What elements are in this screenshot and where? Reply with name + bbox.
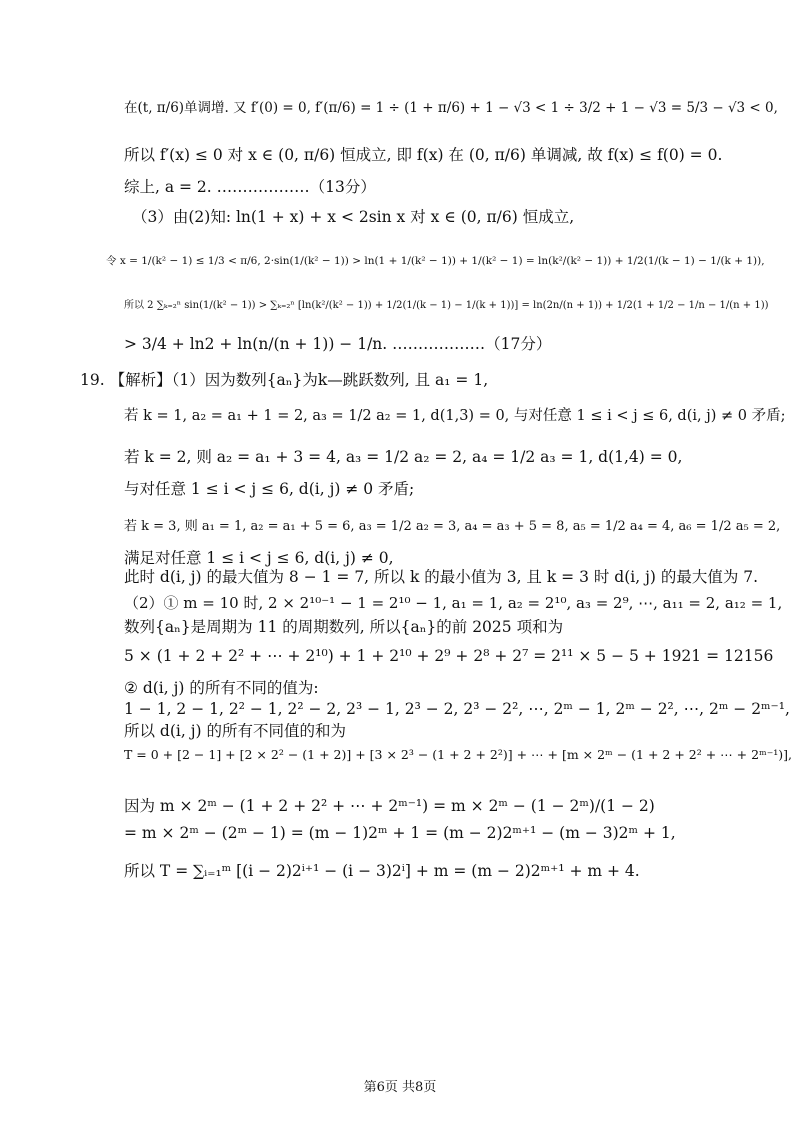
text-line: 与对任意 1 ≤ i < j ≤ 6, d(i, j) ≠ 0 矛盾; <box>124 480 415 498</box>
text-line: 所以 T = ∑ᵢ₌₁ᵐ [(i − 2)2ⁱ⁺¹ − (i − 3)2ⁱ] + m = (m − 2)2ᵐ⁺¹ + m + 4. <box>124 862 640 880</box>
text-line: 此时 d(i, j) 的最大值为 8 − 1 = 7, 所以 k 的最小值为 3, 且 k = 3 时 d(i, j) 的最大值为 7. <box>124 568 759 586</box>
section-heading: 19. 【解析】（1）因为数列{aₙ}为k—跳跃数列, 且 a₁ = 1, <box>80 371 489 389</box>
text-line: （3）由(2)知: ln(1 + x) + x < 2sin x 对 x ∈ (0, π/6) 恒成立, <box>132 208 575 226</box>
text-line: （2）① m = 10 时, 2 × 2¹⁰⁻¹ − 1 = 2¹⁰ − 1, a₁ = 1, a₂ = 2¹⁰, a₃ = 2⁹, ⋯, a₁₁ = 2, a₁₂ = 1, <box>124 594 783 612</box>
text-line: 5 × (1 + 2 + 2² + ⋯ + 2¹⁰) + 1 + 2¹⁰ + 2⁹ + 2⁸ + 2⁷ = 2¹¹ × 5 − 5 + 1921 = 12156 <box>124 647 774 665</box>
text-line: 1 − 1, 2 − 1, 2² − 1, 2² − 2, 2³ − 1, 2³ − 2, 2³ − 2², ⋯, 2ᵐ − 1, 2ᵐ − 2², ⋯, 2ᵐ − 2ᵐ⁻¹, <box>124 700 790 718</box>
text-line: 所以 f′(x) ≤ 0 对 x ∈ (0, π/6) 恒成立, 即 f(x) 在 (0, π/6) 单调减, 故 f(x) ≤ f(0) = 0. <box>124 146 723 164</box>
text-line: 综上, a = 2. ………………（13分） <box>124 178 376 196</box>
page-footer: 第6页 共8页 <box>363 1080 437 1095</box>
text-line: 令 x = 1/(k² − 1) ≤ 1/3 < π/6, 2·sin(1/(k² − 1)) > ln(1 + 1/(k² − 1)) + 1/(k² − 1) = ln(k²/(k² − 1)) + 1/2(1/(k − 1) − 1/(k + 1)), <box>106 255 765 267</box>
text-line: 数列{aₙ}是周期为 11 的周期数列, 所以{aₙ}的前 2025 项和为 <box>124 618 564 636</box>
text-line: 所以 d(i, j) 的所有不同值的和为 <box>124 722 346 740</box>
text-line: 满足对任意 1 ≤ i < j ≤ 6, d(i, j) ≠ 0, <box>124 549 394 567</box>
text-line: > 3/4 + ln2 + ln(n/(n + 1)) − 1/n. ………………（17分） <box>124 335 552 353</box>
text-line: T = 0 + [2 − 1] + [2 × 2² − (1 + 2)] + [3 × 2³ − (1 + 2 + 2²)] + ⋯ + [m × 2ᵐ − (1 + 2 + 2² + ⋯ + 2ᵐ⁻¹)], <box>124 747 793 762</box>
text-line: 因为 m × 2ᵐ − (1 + 2 + 2² + ⋯ + 2ᵐ⁻¹) = m × 2ᵐ − (1 − 2ᵐ)/(1 − 2) <box>124 797 655 815</box>
text-line: = m × 2ᵐ − (2ᵐ − 1) = (m − 1)2ᵐ + 1 = (m − 2)2ᵐ⁺¹ − (m − 3)2ᵐ + 1, <box>124 824 676 842</box>
text-line: 在(t, π/6)单调增. 又 f′(0) = 0, f′(π/6) = 1 ÷ (1 + π/6) + 1 − √3 < 1 ÷ 3/2 + 1 − √3 = 5/3 − √3 < 0, <box>124 100 778 116</box>
text-line: 若 k = 2, 则 a₂ = a₁ + 3 = 4, a₃ = 1/2 a₂ = 2, a₄ = 1/2 a₃ = 1, d(1,4) = 0, <box>124 448 683 466</box>
text-line: 若 k = 1, a₂ = a₁ + 1 = 2, a₃ = 1/2 a₂ = 1, d(1,3) = 0, 与对任意 1 ≤ i < j ≤ 6, d(i, j) ≠ 0 矛盾; <box>124 408 786 424</box>
text-line: ② d(i, j) 的所有不同的值为: <box>124 679 319 697</box>
text-line: 所以 2 ∑ₖ₌₂ⁿ sin(1/(k² − 1)) > ∑ₖ₌₂ⁿ [ln(k²/(k² − 1)) + 1/2(1/(k − 1) − 1/(k + 1))] = ln(2n/(n + 1)) + 1/2(1 + 1/2 − 1/n − 1/(n + 1)) <box>124 300 769 311</box>
text-line: 若 k = 3, 则 a₁ = 1, a₂ = a₁ + 5 = 6, a₃ = 1/2 a₂ = 3, a₄ = a₃ + 5 = 8, a₅ = 1/2 a₄ = 4, a₆ = 1/2 a₅ = 2, <box>124 519 781 534</box>
